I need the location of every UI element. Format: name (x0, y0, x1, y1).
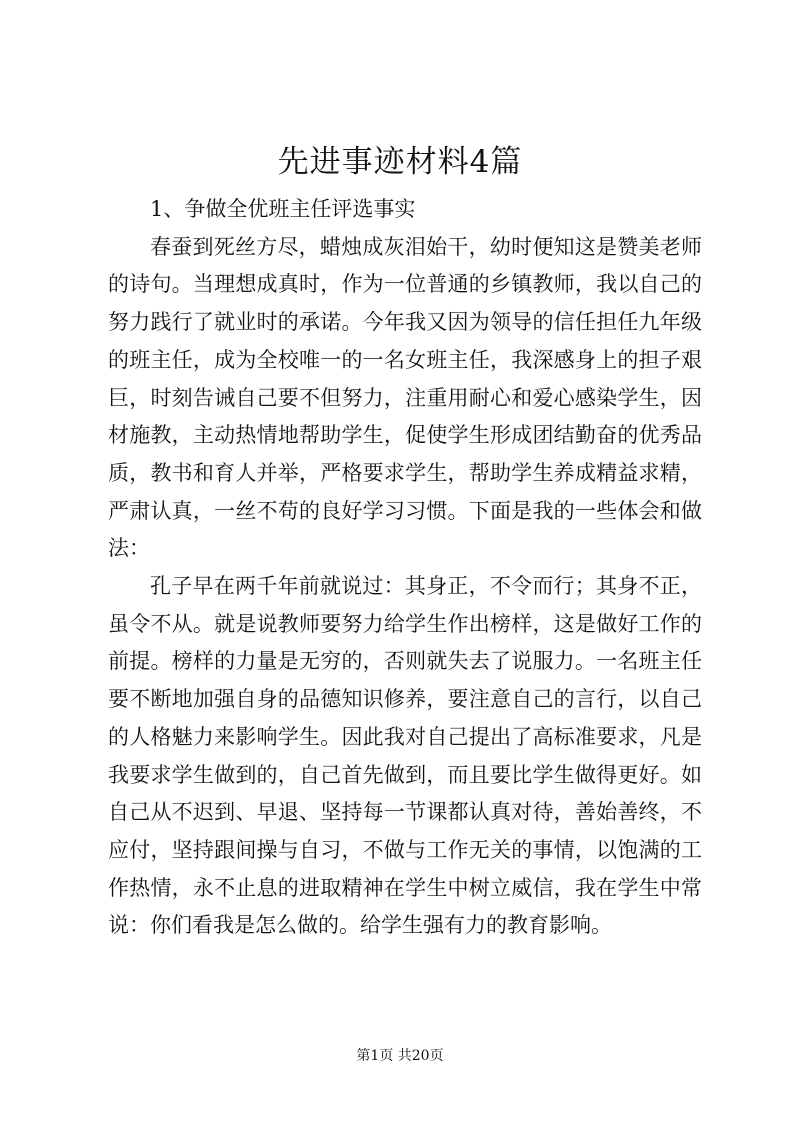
paragraph-1: 春蚕到死丝方尽，蜡烛成灰泪始干，幼时便知这是赞美老师的诗句。当理想成真时，作为一位普通的乡镇教师，我以自己的努力践行了就业时的承诺。今年我又因为领导的信任担任九年级的班主任，成为全校唯一的一名女班主任，我深感身上的担子艰巨，时刻告诫自己要不但努力，注重用耐心和爱心感染学生，因材施教，主动热情地帮助学生，促使学生形成团结勤奋的优秀品质，教书和育人并举，严格要求学生，帮助学生养成精益求精，严肃认真，一丝不苟的良好学习习惯。下面是我的一些体会和做法： (108, 234, 702, 561)
document-title: 先进事迹材料4篇 (277, 144, 523, 180)
page-number-footer: 第1页 共20页 (356, 1048, 444, 1064)
document-body (108, 191, 702, 945)
section-heading: 1、争做全优班主任评选事实 (150, 197, 416, 221)
paragraph-2: 孔子早在两千年前就说过：其身正，不令而行；其身不正，虽令不从。就是说教师要努力给学生作出榜样，这是做好工作的前提。榜样的力量是无穷的，否则就失去了说服力。一名班主任要不断地加强自身的品德知识修养，要注意自己的言行，以自己的人格魅力来影响学生。因此我对自己提出了高标准要求，凡是我要求学生做到的，自己首先做到，而且要比学生做得更好。如自己从不迟到、早退、坚持每一节课都认真对待，善始善终，不应付，坚持跟间操与自习，不做与工作无关的事情，以饱满的工作热情，永不止息的进取精神在学生中树立威信，我在学生中常说：你们看我是怎么做的。给学生强有力的教育影响。 (108, 574, 702, 938)
